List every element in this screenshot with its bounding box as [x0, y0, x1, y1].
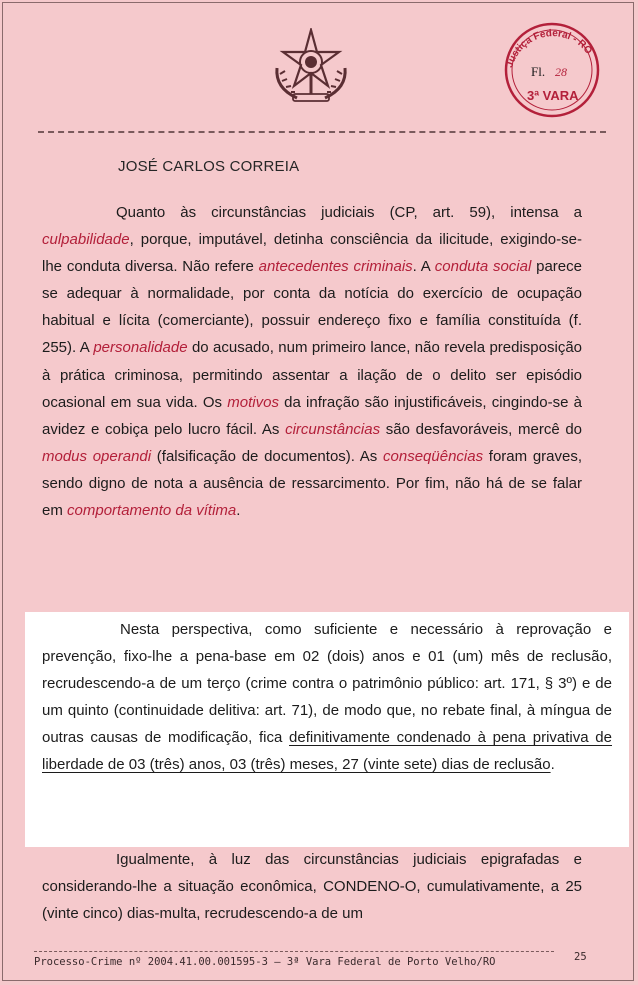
footer-process-number: Processo-Crime nº 2004.41.00.001595-3 — 3ª Vara Federal de Porto Velho/RO [34, 956, 496, 968]
p1-text: (falsificação de documentos). As [151, 447, 384, 465]
term-comportamento-vitima: comportamento da vítima [67, 502, 237, 520]
p1-text: parece se adequar à normalidade, por conta da notícia do exercício de ocupação habitual e lícita (comerciante), possuir endereço fixo e família constituída (f. 255). A [42, 258, 582, 357]
p1-text: , porque, imputável, detinha consciência da ilicitude, exigindo-se-lhe conduta diversa. Não refere [42, 231, 582, 276]
p1-text: Quanto às circunstâncias judiciais (CP, art. 59), intensa a [116, 204, 582, 221]
term-modus-operandi: modus operandi [42, 447, 152, 465]
sentence-underlined: definitivamente condenado à pena privativa de liberdade de 03 (três) anos, 03 (três) meses, 27 (vinte sete) dias de reclusão [42, 729, 612, 774]
brazil-coat-of-arms-icon [271, 28, 351, 106]
page-number: 25 [574, 951, 587, 963]
p2-text: Nesta perspectiva, como suficiente e necessário à reprovação e prevenção, fixo-lhe a pena-base em 02 (dois) anos e 01 (um) mês de reclusão, recrudescendo-a de um terço (crime contra o patrimônio público: art. 171, § 3º) e de um quinto (continuidade delitiva: art. 71), de modo que, no rebate final, à míngua de outras causas de modificação, fica [42, 621, 612, 747]
paragraph-sentence [25, 612, 629, 847]
term-motivos: motivos [227, 393, 279, 411]
paragraph-circumstances [42, 199, 582, 524]
defendant-name: JOSÉ CARLOS CORREIA [118, 158, 300, 175]
p1-text: . A [412, 258, 435, 276]
term-personalidade: personalidade [93, 339, 188, 357]
p2-text: . [550, 756, 555, 774]
term-conduta-social: conduta social [434, 258, 532, 276]
p1-text: do acusado, num primeiro lance, não revela predisposição à prática criminosa, permitindo assentar a ilação de o delito ser episódio ocasional em sua vida. Os [42, 339, 582, 411]
stamp-folio-number: 28 [555, 65, 567, 79]
stamp-bottom-text: 3ª VARA [527, 88, 579, 103]
term-circunstancias: circunstâncias [285, 420, 381, 438]
paragraph-fine [42, 846, 582, 927]
header-rule [38, 131, 606, 133]
term-consequencias: conseqüências [383, 447, 484, 465]
p1-text: da infração são injustificáveis, cingindo-se à avidez e cobiça pelo lucro fácil. As [42, 393, 582, 438]
term-culpabilidade: culpabilidade [42, 231, 130, 249]
stamp-folio-label: Fl. [531, 64, 546, 79]
p3-text: Igualmente, à luz das circunstâncias judiciais epigrafadas e considerando-lhe a situação econômica, CONDENO-O, cumulativamente, a 25 (vinte cinco) dias-multa, recrudescendo-a de um [42, 851, 582, 923]
p1-text: . [236, 502, 241, 520]
footer-rule [34, 951, 554, 952]
p1-text: foram graves, sendo digno de nota a ausência de ressarcimento. Por fim, não há de se falar em [42, 447, 583, 520]
p1-text: são desfavoráveis, mercê do [380, 420, 582, 438]
term-antecedentes: antecedentes criminais [258, 258, 413, 276]
stamp-top-text: Justiça Federal - RO [504, 28, 595, 69]
court-stamp [497, 18, 607, 118]
